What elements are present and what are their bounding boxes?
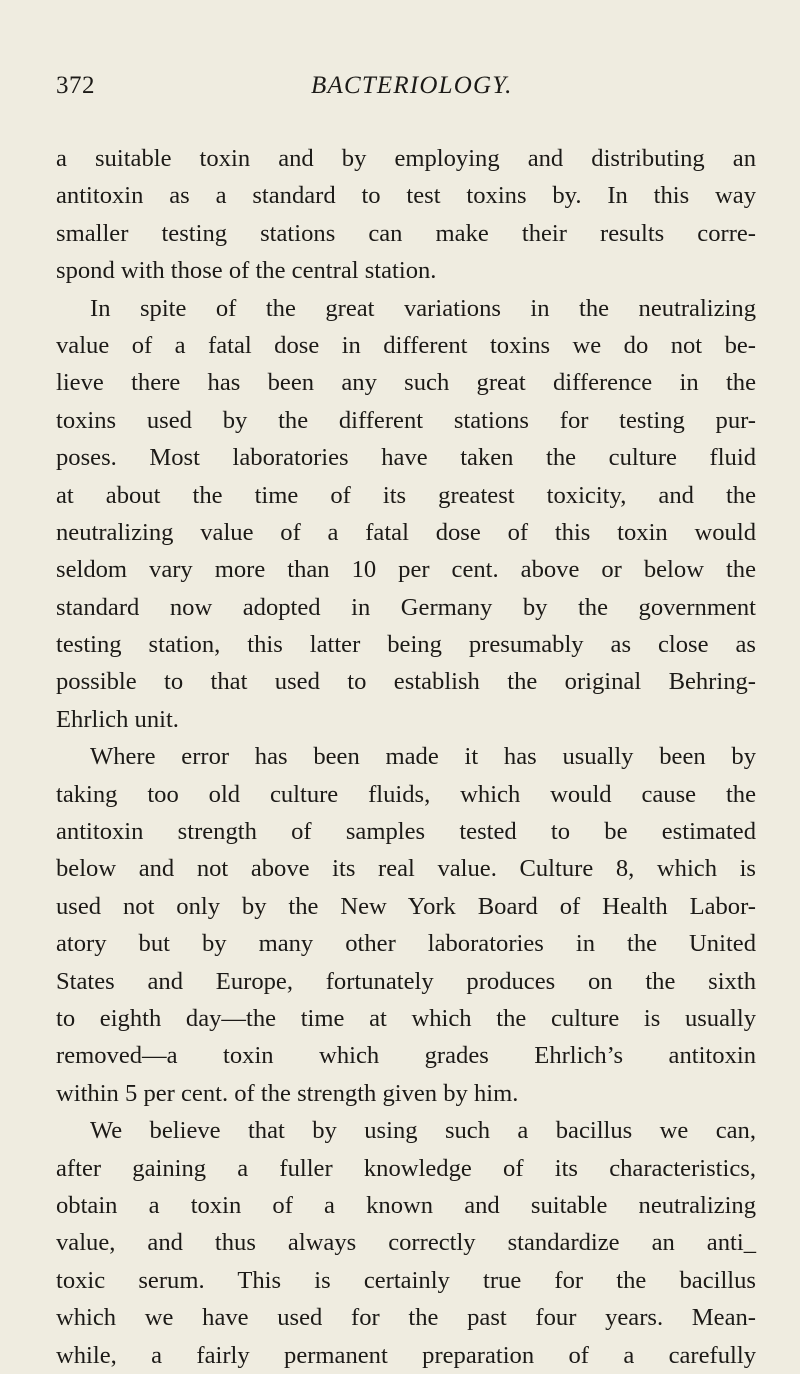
text-line: In spite of the great variations in the neutralizing (90, 294, 756, 322)
paragraph (56, 738, 756, 1112)
text-line: poses. Most laboratories have taken the culture fluid (56, 444, 756, 472)
text-line: removed—a toxin which grades Ehrlich’s antitoxin (56, 1042, 756, 1070)
text-line: obtain a toxin of a known and suitable neutralizing (56, 1191, 756, 1219)
text-line: while, a fairly permanent preparation of a carefully (56, 1341, 756, 1369)
paragraph (56, 140, 756, 290)
body-text (56, 140, 756, 1374)
text-line: which we have used for the past four years. Mean- (56, 1304, 756, 1332)
text-line: testing station, this latter being presumably as close as (56, 631, 756, 659)
text-line: spond with those of the central station. (56, 257, 437, 285)
text-line: Where error has been made it has usually been by (90, 743, 756, 771)
text-line: toxins used by the different stations for testing pur- (56, 406, 756, 434)
text-line: seldom vary more than 10 per cent. above or below the (56, 556, 756, 584)
text-line: at about the time of its greatest toxicity, and the (56, 481, 756, 509)
text-line: antitoxin strength of samples tested to be estimated (56, 818, 756, 846)
text-line: smaller testing stations can make their results corre- (56, 219, 756, 247)
text-line: below and not above its real value. Culture 8, which is (56, 855, 756, 883)
text-line: Ehrlich unit. (56, 705, 179, 733)
text-line: after gaining a fuller knowledge of its characteristics, (56, 1154, 756, 1182)
text-line: We believe that by using such a bacillus we can, (90, 1117, 756, 1145)
text-line: standard now adopted in Germany by the government (56, 593, 756, 621)
text-line: taking too old culture fluids, which would cause the (56, 780, 756, 808)
text-line: used not only by the New York Board of Health Labor- (56, 892, 756, 920)
text-line: neutralizing value of a fatal dose of this toxin would (56, 518, 756, 546)
page-number: 372 (56, 72, 95, 99)
text-line: atory but by many other laboratories in the United (56, 930, 756, 958)
text-line: lieve there has been any such great difference in the (56, 369, 756, 397)
text-line: possible to that used to establish the original Behring- (56, 668, 756, 696)
paragraph (56, 1112, 756, 1374)
paragraph (56, 290, 756, 739)
text-line: a suitable toxin and by employing and distributing an (56, 145, 756, 172)
running-head: BACTERIOLOGY. (311, 72, 513, 99)
text-line: value of a fatal dose in different toxins we do not be- (56, 331, 756, 359)
page-header (56, 72, 760, 106)
text-line: value, and thus always correctly standardize an anti_ (56, 1229, 756, 1257)
text-line: to eighth day—the time at which the culture is usually (56, 1004, 756, 1032)
text-line: within 5 per cent. of the strength given by him. (56, 1079, 519, 1107)
text-line: antitoxin as a standard to test toxins by. In this way (56, 182, 756, 210)
text-line: toxic serum. This is certainly true for the bacillus (56, 1266, 756, 1294)
text-line: States and Europe, fortunately produces on the sixth (56, 967, 756, 995)
